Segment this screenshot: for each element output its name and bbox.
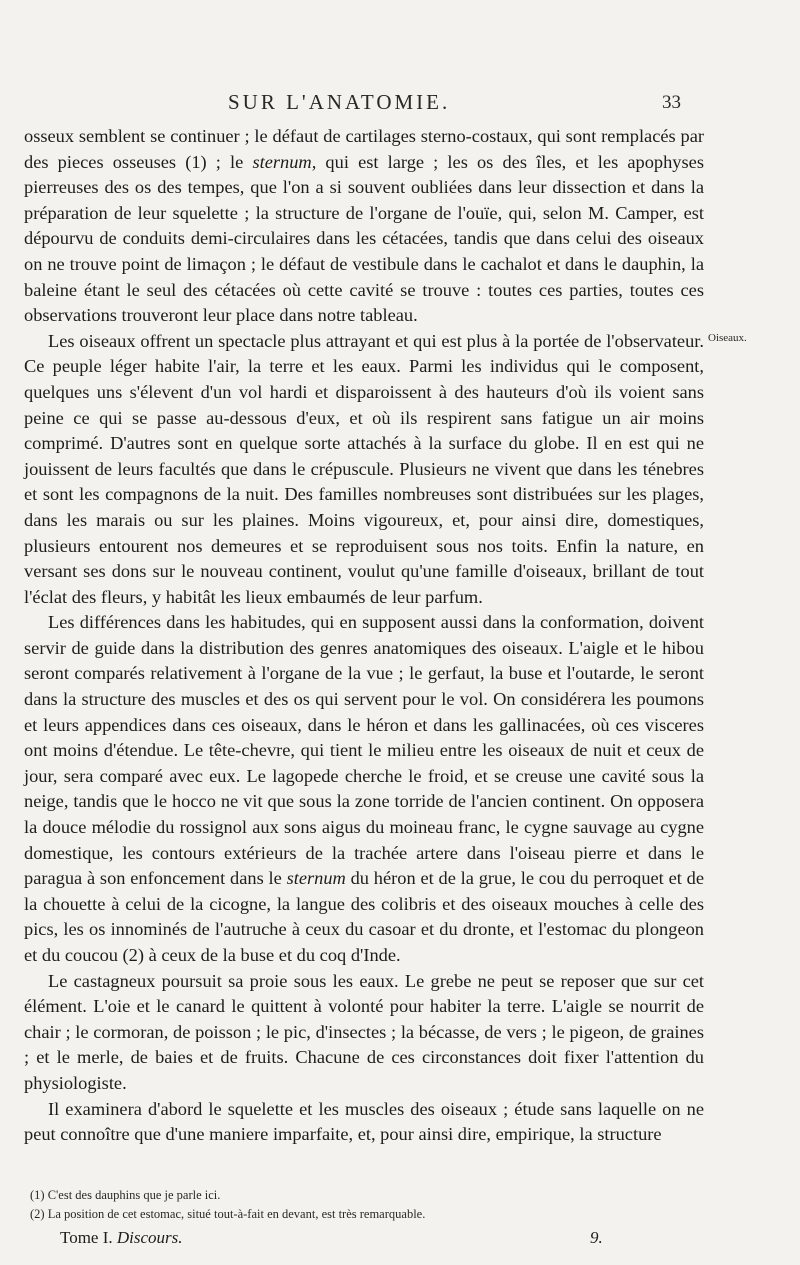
text-run: osseux semblent se continuer ; le défaut de cartilages sterno-costaux, qui sont remplacés par des pieces osseuses (1) ; le [24,126,704,172]
text-run: Le castagneux poursuit sa proie sous les eaux. Le grebe ne peut se reposer que sur cet élément. L'oie et le canard le quittent à volonté pour habiter la terre. L'aigle se nourrit de chair ; le cormoran, de poisson ; le pic, d'insectes ; la bécasse, de vers ; le pigeon, de graines ; et le merle, de baies et de fruits. Chacune de ces circonstances doit fixer l'attention du physiologiste. [24,970,704,1093]
text-run: Les oiseaux offrent un spectacle plus attrayant et qui est plus à la portée de l'observateur. Ce peuple léger habite l'air, la terre et les eaux. Parmi les individus qui le composent, quelques uns s'élevent d'un vol hardi et disparoissent à des hauteurs d'où ils voient sans peine ce qui se passe au-dessous d'eux, et où ils respirent sans fatigue un air moins comprimé. D'autres sont en quelque sorte attachés à la surface du globe. Il en est qui ne jouissent de leurs facultés que dans le crépuscule. Plusieurs ne vivent que dans les ténebres et sont les compagnons de la nuit. Des familles nombreuses sont distribuées sur les plages, dans les marais ou sur les plaines. Moins vigoureux, et, pour ainsi dire, domestiques, plusieurs entourent nos demeures et se reproduisent sous nos toits. Enfin la nature, en versant ses dons sur le nouveau continent, voulut qu'une famille d'oiseaux, brillant de tout l'éclat des fleurs, y habitât les lieux embaumés de leur parfum. [24,330,704,607]
italic-term: sternum [286,868,346,889]
running-title: SUR L'ANATOMIE. [228,90,451,114]
margin-note: Oiseaux. [708,332,747,344]
footnote-2: (2) La position de cet estomac, situé tout-à-fait en devant, est très remarquable. [30,1207,426,1221]
main-text [24,124,704,1148]
paragraph [24,329,704,611]
text-run: qui est large ; les os des îles, et les apophyses pierreuses des os des tempes, que l'on a si souvent oubliées dans leur dissection et dans la préparation de leur squelette ; la structure de l'organe de l'ouïe, qui, selon M. Camper, est dépourvu de conduits demi-circulaires dans les cétacées, tandis que dans celui des oiseaux on ne trouve point de limaçon ; le défaut de vestibule dans le cachalot et dans le dauphin, la baleine étant le seul des cétacées où cette cavité se trouve : toutes ces parties, toutes ces observations trouveront leur place dans notre tableau. [24,151,704,326]
italic-term: sternum, [252,151,317,172]
text-run: du héron et de la grue, le cou du perroquet et de la chouette à celui de la cicogne, la langue des colibris et des oiseaux mouches à celle des pics, les os innominés de l'autruche à ceux du casoar et du dronte, et l'estomac du plongeon et du coucou (2) à ceux de la buse et du coq d'Inde. [24,868,704,965]
footnotes [30,1186,690,1224]
text-run: Il examinera d'abord le squelette et les muscles des oiseaux ; étude sans laquelle on ne peut connoître que d'une maniere imparfaite, et, pour ainsi dire, empirique, la structure [24,1098,704,1145]
section-label: Discours. [116,1228,183,1247]
paragraph [24,969,704,1097]
page-header [0,90,800,124]
volume-signature [60,1228,183,1248]
page-number: 33 [662,92,681,113]
paragraph [24,124,704,329]
paragraph [24,1097,704,1148]
text-run: Les différences dans les habitudes, qui en supposent aussi dans la conformation, doivent servir de guide dans la distribution des genres anatomiques des oiseaux. L'aigle et le hibou seront comparés relativement à l'organe de la vue ; le gerfaut, la buse et l'outarde, le seront dans la structure des muscles et des os qui servent pour le vol. On considérera les poumons et leurs appendices dans ces oiseaux, dans le héron et dans les gallinacées, où ces visceres ont moins d'étendue. Le tête-chevre, qui tient le milieu entre les oiseaux de nuit et ceux de jour, sera comparé avec eux. Le lagopede cherche le froid, et se creuse une cavité sous la neige, tandis que le hocco ne vit que sous la zone torride de l'ancien continent. On opposera la douce mélodie du rossignol aux sons aigus du moineau franc, le cygne sauvage au cygne domestique, les contours extérieurs de la trachée artere dans l'oiseau pierre et dans le paragua à son enfoncement dans le [24,612,704,889]
footnote-1: (1) C'est des dauphins que je parle ici. [30,1188,221,1202]
signature-mark: 9. [590,1228,603,1247]
volume-label: Tome I. [60,1228,113,1247]
page-footer [60,1228,660,1252]
paragraph [24,610,704,968]
